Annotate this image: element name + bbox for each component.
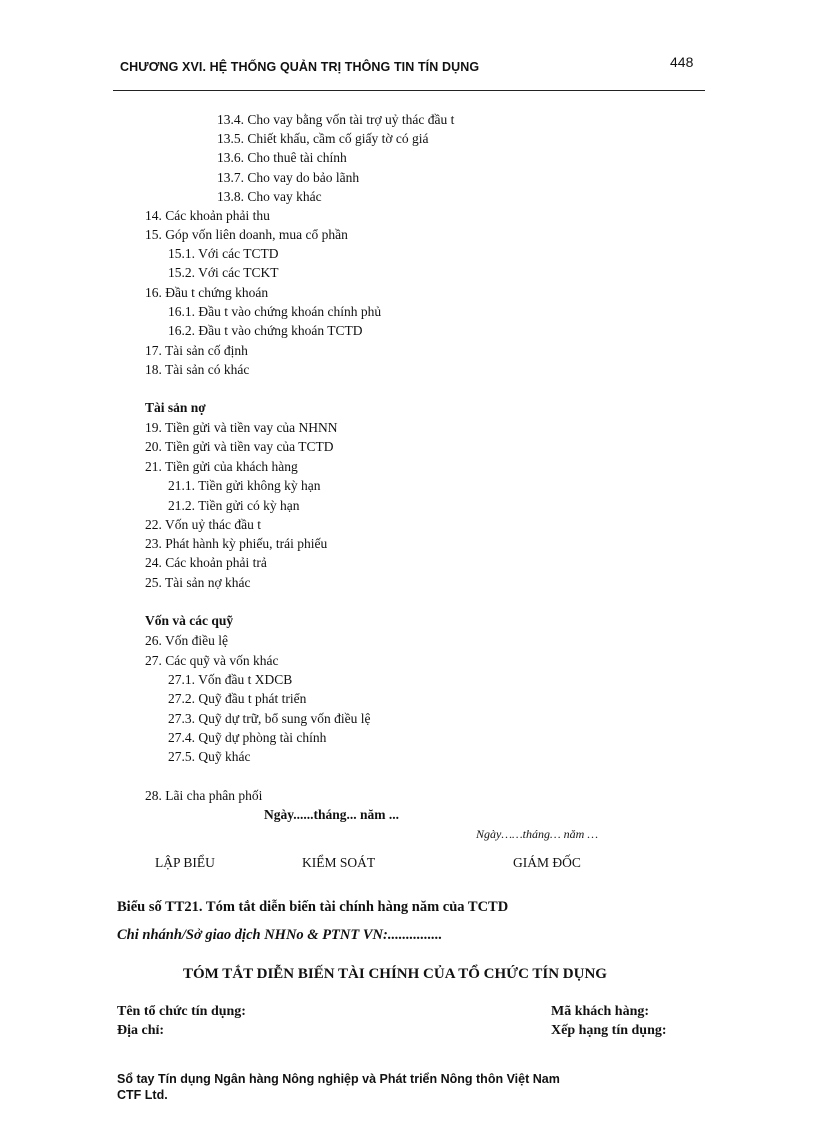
signature-controller: KIỂM SOÁT bbox=[302, 855, 376, 870]
form-heading: TÓM TẮT DIỄN BIẾN TÀI CHÍNH CỦA TỔ CHỨC TÍN DỤNG bbox=[183, 966, 607, 982]
footer-book-title: Sổ tay Tín dụng Ngân hàng Nông nghiệp và Phát triển Nông thôn Việt Nam bbox=[117, 1072, 560, 1086]
list-item: 21.1. Tiền gửi không kỳ hạn bbox=[168, 478, 321, 493]
list-item: 13.4. Cho vay bằng vốn tài trợ uỷ thác đầu t bbox=[217, 112, 455, 127]
list-item: 21. Tiền gửi của khách hàng bbox=[145, 459, 298, 474]
page-number: 448 bbox=[670, 54, 694, 70]
list-item: 13.6. Cho thuê tài chính bbox=[217, 150, 347, 165]
section-heading-capital: Vốn và các quỹ bbox=[145, 613, 234, 628]
list-item: 18. Tài sản có khác bbox=[145, 362, 250, 377]
list-item: 21.2. Tiền gửi có kỳ hạn bbox=[168, 498, 300, 513]
list-item: 13.8. Cho vay khác bbox=[217, 189, 322, 204]
list-item: 16. Đầu t chứng khoán bbox=[145, 285, 269, 300]
customer-code-label: Mã khách hàng: bbox=[551, 1004, 650, 1019]
list-item: 14. Các khoản phải thu bbox=[145, 208, 270, 223]
list-item: 23. Phát hành kỳ phiếu, trái phiếu bbox=[145, 536, 328, 551]
list-item: 16.2. Đầu t vào chứng khoán TCTD bbox=[168, 323, 363, 338]
list-item: 24. Các khoản phải trả bbox=[145, 555, 267, 570]
list-item: 15.1. Với các TCTD bbox=[168, 246, 279, 261]
list-item: 15.2. Với các TCKT bbox=[168, 265, 279, 280]
list-item: 13.7. Cho vay do bảo lãnh bbox=[217, 170, 360, 185]
list-item: 25. Tài sản nợ khác bbox=[145, 575, 251, 590]
chapter-title: CHƯƠNG XVI. HỆ THỐNG QUẢN TRỊ THÔNG TIN TÍN DỤNG bbox=[120, 60, 480, 74]
list-item: 27.5. Quỹ khác bbox=[168, 749, 251, 764]
list-item: 13.5. Chiết khấu, cầm cố giấy tờ có giá bbox=[217, 131, 429, 146]
list-item: 22. Vốn uỷ thác đầu t bbox=[145, 517, 261, 532]
list-item: 27.3. Quỹ dự trữ, bổ sung vốn điều lệ bbox=[168, 711, 371, 726]
list-item: 27. Các quỹ và vốn khác bbox=[145, 653, 279, 668]
org-name-label: Tên tổ chức tín dụng: bbox=[117, 1004, 246, 1019]
section-heading-liabilities: Tài sản nợ bbox=[145, 400, 206, 415]
signature-preparer: LẬP BIỂU bbox=[155, 855, 215, 870]
header-divider bbox=[113, 90, 705, 91]
list-item: 27.2. Quỹ đầu t phát triển bbox=[168, 691, 307, 706]
date-line-italic: Ngày……tháng… năm … bbox=[476, 827, 599, 841]
credit-rating-label: Xếp hạng tín dụng: bbox=[551, 1023, 667, 1038]
form-caption: Biểu số TT21. Tóm tắt diễn biến tài chính hàng năm của TCTD bbox=[117, 899, 509, 915]
list-item: 15. Góp vốn liên doanh, mua cổ phần bbox=[145, 227, 348, 242]
list-item: 16.1. Đầu t vào chứng khoán chính phủ bbox=[168, 304, 382, 319]
list-item: 20. Tiền gửi và tiền vay của TCTD bbox=[145, 439, 334, 454]
date-line-bold: Ngày......tháng... năm ... bbox=[264, 807, 400, 822]
signature-director: GIÁM ĐỐC bbox=[513, 855, 581, 870]
list-item: 28. Lãi cha phân phối bbox=[145, 788, 263, 803]
list-item: 19. Tiền gửi và tiền vay của NHNN bbox=[145, 420, 338, 435]
list-item: 27.1. Vốn đầu t XDCB bbox=[168, 672, 293, 687]
list-item: 26. Vốn điều lệ bbox=[145, 633, 228, 648]
branch-line: Chi nhánh/Sở giao dịch NHNo & PTNT VN:............... bbox=[117, 927, 443, 943]
footer-publisher: CTF Ltd. bbox=[117, 1088, 168, 1102]
address-label: Địa chỉ: bbox=[117, 1023, 165, 1038]
list-item: 27.4. Quỹ dự phòng tài chính bbox=[168, 730, 327, 745]
list-item: 17. Tài sản cố định bbox=[145, 343, 248, 358]
